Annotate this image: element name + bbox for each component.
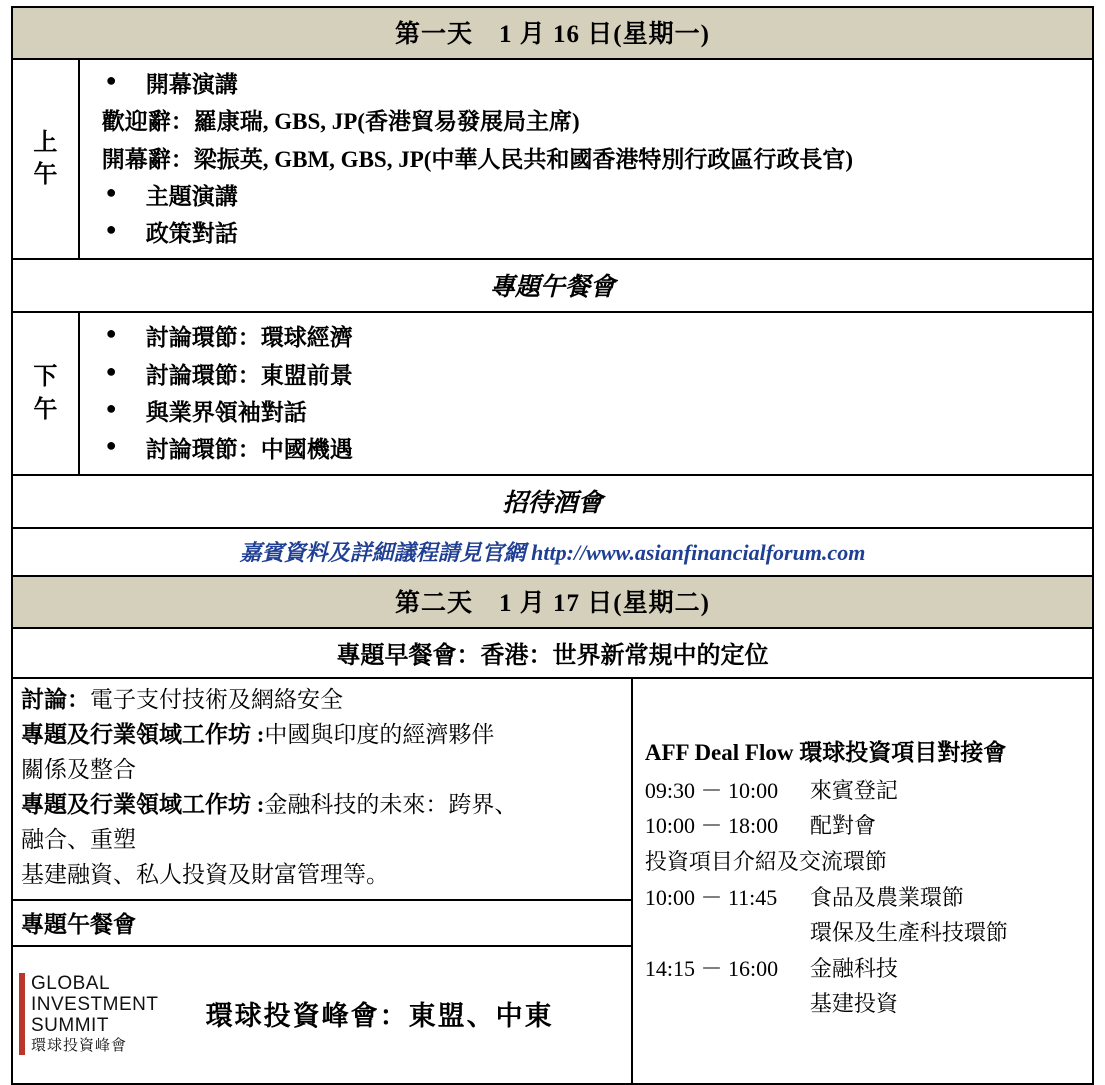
day2-lunch-session: 專題午餐會 — [13, 900, 631, 946]
day2-left-line-rest: 關係及整合 — [21, 757, 136, 783]
day2-left-line-rest: 金融科技的未來：跨界、 — [264, 792, 518, 818]
gis-logo-line3: SUMMIT — [31, 1015, 109, 1037]
day1-morning-label-char1: 上 — [33, 129, 58, 156]
day1-lunch-row — [12, 259, 1093, 312]
list-item: ● 與業界領袖對話 — [94, 394, 1092, 431]
deal-flow-row — [645, 986, 1086, 1022]
deal-flow-desc: 基建投資 — [809, 991, 898, 1017]
day2-left-line — [21, 683, 621, 718]
deal-flow-row — [645, 915, 1086, 951]
day2-left-line-prefix: 專題及行業領域工作坊 : — [21, 792, 265, 818]
list-item: ● 開幕演講 — [94, 66, 1092, 103]
day1-reception-band: 招待酒會 — [12, 475, 1093, 528]
deal-flow-desc: 來賓登記 — [809, 777, 898, 803]
day2-main-row — [12, 678, 1093, 1084]
list-item: ● 討論環節：環球經濟 — [94, 319, 1092, 356]
deal-flow-row — [645, 808, 1086, 844]
gis-logo — [19, 973, 158, 1056]
day2-breakfast-session: 專題早餐會：香港：世界新常規中的定位 — [12, 628, 1093, 678]
day2-left-lunch-row — [13, 900, 631, 946]
day1-morning-content — [79, 59, 1093, 259]
deal-flow-row — [645, 773, 1086, 809]
agenda-table — [11, 6, 1094, 1085]
day2-left-line-rest: 中國與印度的經濟夥伴 — [264, 722, 495, 748]
day2-breakfast-row — [12, 628, 1093, 678]
day2-left-line — [21, 788, 621, 823]
gis-logo-line1: GLOBAL — [31, 972, 111, 994]
deal-flow-time: 10:00 － 11:45 — [644, 884, 778, 910]
day2-left-line-rest: 融合、重塑 — [21, 827, 136, 853]
day1-morning-list — [94, 66, 1092, 103]
deal-flow-time: 14:15 － 16:00 — [644, 955, 779, 981]
day1-afternoon-label-char1: 下 — [33, 364, 58, 391]
day2-left-line-prefix: 專題及行業領域工作坊 : — [21, 722, 265, 748]
day2-left-sessions — [13, 679, 631, 899]
day1-link-row — [12, 528, 1093, 576]
list-item: ● 政策對話 — [94, 215, 1092, 252]
day1-morning-list-2 — [94, 178, 1092, 253]
gis-logo-line2: INVESTMENT — [31, 993, 159, 1015]
deal-flow-subheading: 投資項目介紹及交流環節 — [644, 848, 887, 874]
day1-header-row — [12, 7, 1093, 59]
day1-afternoon-list — [94, 319, 1092, 468]
day2-summit-cell — [13, 946, 631, 1083]
deal-flow-time: 10:00 － 18:00 — [644, 813, 779, 839]
day2-left-line — [21, 718, 621, 753]
deal-flow-time — [645, 915, 810, 951]
day1-morning-row — [12, 59, 1093, 259]
deal-flow-time: 09:30 － 10:00 — [644, 777, 779, 803]
day1-afternoon-row — [12, 312, 1093, 475]
gis-logo-text — [31, 973, 158, 1056]
day2-left-line-rest: 電子支付技術及網絡安全 — [90, 687, 343, 713]
day2-left-line-prefix: 討論： — [21, 687, 90, 713]
day2-left-line — [21, 858, 621, 893]
day2-left-line — [21, 823, 621, 858]
day2-left-sessions-row — [13, 679, 631, 900]
official-website-link[interactable]: 嘉賓資料及詳細議程請見官網 http://www.asianfinancialforum.com — [12, 528, 1093, 576]
day2-left-column — [12, 678, 632, 1084]
day2-left-summit-row — [13, 946, 631, 1083]
deal-flow-desc: 金融科技 — [809, 955, 898, 981]
list-item: ● 討論環節：東盟前景 — [94, 357, 1092, 394]
deal-flow-desc: 配對會 — [809, 813, 876, 839]
deal-flow-row — [645, 880, 1086, 916]
day1-welcome-speech: 歡迎辭：羅康瑞, GBS, JP(香港貿易發展局主席) — [101, 109, 580, 135]
deal-flow-time — [645, 986, 810, 1022]
day2-right-column — [632, 678, 1093, 1084]
day2-header: 第二天 1 月 17 日(星期二) — [12, 576, 1093, 628]
day2-header-row — [12, 576, 1093, 628]
gis-logo-line4: 環球投資峰會 — [31, 1038, 128, 1055]
day2-left-sessions-cell — [13, 679, 631, 900]
global-investment-summit-block — [13, 947, 631, 1083]
day1-opening-speech: 開幕辭：梁振英, GBM, GBS, JP(中華人民共和國香港特別行政區行政長官) — [101, 146, 854, 172]
summit-title: 環球投資峰會：東盟、中東 — [205, 1001, 554, 1032]
deal-flow-title: AFF Deal Flow 環球投資項目對接會 — [644, 740, 1007, 766]
day1-header: 第一天 1 月 16 日(星期一) — [12, 7, 1093, 59]
day2-left-line-rest: 基建融資、私人投資及財富管理等。 — [21, 862, 389, 888]
list-item: ● 主題演講 — [94, 178, 1092, 215]
agenda-page — [0, 6, 1105, 1055]
day1-morning-label — [12, 59, 79, 259]
day1-reception-row — [12, 475, 1093, 528]
deal-flow-row — [645, 951, 1086, 987]
day1-morning-label-char2: 午 — [33, 162, 58, 189]
day2-left-inner-table — [13, 679, 631, 1083]
day1-lunch-band: 專題午餐會 — [12, 259, 1093, 312]
day1-afternoon-label — [12, 312, 79, 475]
list-item: ● 討論環節：中國機遇 — [94, 431, 1092, 468]
day1-afternoon-label-char2: 午 — [33, 396, 58, 423]
deal-flow-panel — [633, 732, 1092, 1030]
day1-afternoon-content — [79, 312, 1093, 475]
deal-flow-desc: 食品及農業環節 — [809, 884, 964, 910]
day2-left-line — [21, 753, 621, 788]
deal-flow-desc: 環保及生產科技環節 — [809, 920, 1008, 946]
